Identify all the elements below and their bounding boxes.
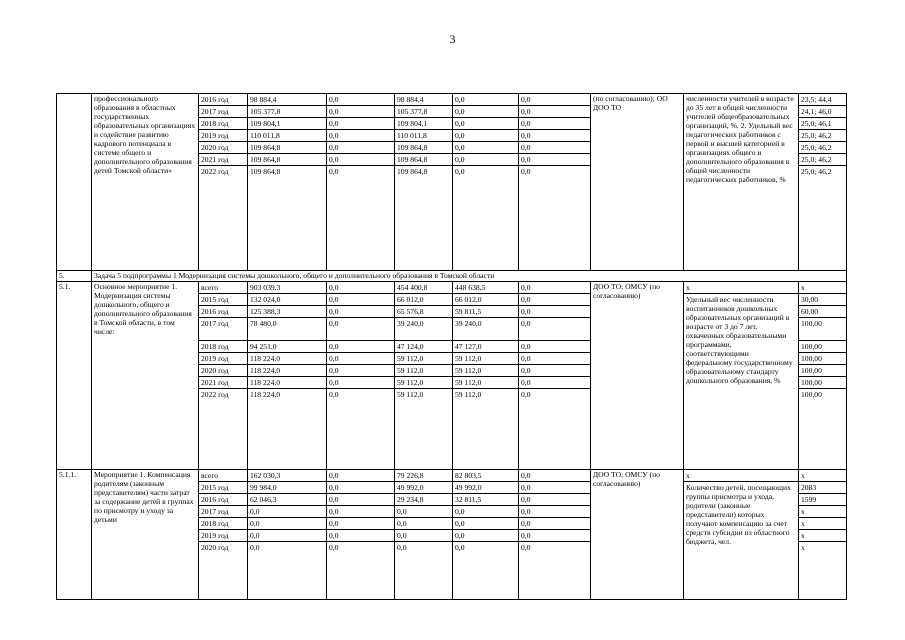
cell-value: 0,0 bbox=[519, 154, 590, 166]
cell-value: 2017 год bbox=[199, 506, 247, 518]
cell-value: 0,0 bbox=[327, 530, 394, 542]
cell-value: 0,0 bbox=[327, 282, 394, 294]
cell-value: 62 046,3 bbox=[248, 494, 326, 506]
cell-value: 0,0 bbox=[453, 94, 518, 106]
cell-value: х bbox=[799, 470, 846, 482]
regional-budget-column bbox=[395, 94, 453, 271]
cell-value: 59 112,0 bbox=[453, 377, 518, 389]
cell-value: 0,0 bbox=[327, 294, 394, 306]
cell-value: 109 864,8 bbox=[397, 167, 428, 176]
cell-value: 0,0 bbox=[327, 130, 394, 142]
cell-value: 49 992,0 bbox=[395, 482, 452, 494]
extrabudget-column bbox=[519, 282, 591, 470]
cell-value: 100,00 bbox=[799, 341, 846, 353]
cell-value: 132 024,0 bbox=[248, 294, 326, 306]
cell-value: 0,0 bbox=[521, 390, 531, 399]
cell-value: 0,0 bbox=[453, 142, 518, 154]
cell-value: всего bbox=[199, 282, 247, 294]
indicator-x-mark: х bbox=[684, 470, 798, 482]
cell-value: 448 638,5 bbox=[453, 282, 518, 294]
cell-value: 0,0 bbox=[453, 106, 518, 118]
cell-value: 39 240,0 bbox=[395, 318, 452, 341]
executor-cell: (по согласованию); ОО ДОО ТО bbox=[591, 94, 684, 271]
cell-value: 0,0 bbox=[519, 106, 590, 118]
cell-value: 0,0 bbox=[519, 294, 590, 306]
cell-value: 2015 год bbox=[199, 294, 247, 306]
cell-value: 0,0 bbox=[327, 518, 394, 530]
cell-value: 0,0 bbox=[327, 306, 394, 318]
cell-value: 0,0 bbox=[327, 494, 394, 506]
cell-value: 78 480,0 bbox=[248, 318, 326, 341]
period-column bbox=[199, 282, 248, 470]
cell-value: 0,0 bbox=[453, 154, 518, 166]
cell-value: 0,0 bbox=[519, 341, 590, 353]
indicator-cell bbox=[684, 282, 799, 470]
cell-value: 0,0 bbox=[327, 118, 394, 130]
cell-value: 118 224,0 bbox=[250, 390, 281, 399]
cell-value: 0,0 bbox=[521, 167, 531, 176]
cell-value: 0,0 bbox=[519, 318, 590, 341]
cell-value: 29 234,8 bbox=[395, 494, 452, 506]
cell-value: 2022 год bbox=[201, 167, 229, 176]
cell-value: 109 804,1 bbox=[248, 118, 326, 130]
cell-value: 1599 bbox=[799, 494, 846, 506]
cell-value: 66 012,0 bbox=[453, 294, 518, 306]
cell-value: 162 030,3 bbox=[248, 470, 326, 482]
local-budget-column bbox=[453, 94, 519, 271]
cell-value: 105 377,8 bbox=[248, 106, 326, 118]
cell-value: 2019 год bbox=[199, 530, 247, 542]
cell-value: 0,0 bbox=[453, 506, 518, 518]
extrabudget-column bbox=[519, 94, 591, 271]
cell-value: 0,0 bbox=[248, 530, 326, 542]
cell-value: 0,0 bbox=[519, 142, 590, 154]
cell-value: 0,0 bbox=[327, 341, 394, 353]
cell-value: 0,0 bbox=[453, 130, 518, 142]
row-number-cell: 5.1.1. bbox=[57, 470, 92, 600]
cell-value: 109 864,8 bbox=[248, 142, 326, 154]
cell-value: 105 377,8 bbox=[395, 106, 452, 118]
cell-value: 0,0 bbox=[395, 506, 452, 518]
cell-value: 2016 год bbox=[199, 494, 247, 506]
cell-value: 0,0 bbox=[519, 118, 590, 130]
cell-value: 0,0 bbox=[455, 167, 465, 176]
cell-value: 0,0 bbox=[329, 390, 339, 399]
cell-value: 59 112,0 bbox=[453, 365, 518, 377]
executor-cell: ДОО ТО; ОМСУ (по согласованию) bbox=[591, 282, 684, 470]
indicator-x-mark: х bbox=[684, 282, 798, 294]
cell-value: 59 112,0 bbox=[395, 377, 452, 389]
cell-value: 79 226,8 bbox=[395, 470, 452, 482]
cell-value: 454 400,8 bbox=[395, 282, 452, 294]
table-row-5-1-1 bbox=[57, 470, 847, 600]
cell-value: 23,5; 44,4 bbox=[799, 94, 846, 106]
indicator-text: Количество детей, посещающих группы присмотра и ухода, родители (законные представители) которых получают компенсацию за счет средств субсидии из областного бюджета, чел. bbox=[686, 483, 791, 546]
page-number: 3 bbox=[449, 32, 456, 46]
cell-value: 0,0 bbox=[327, 142, 394, 154]
indicator-text: Удельный вес численности воспитанников дошкольных образовательных организаций в возрасте от 3 до 7 лет, охваченных образовательными программами, соответствующими федеральному государственному образовательному стандарту дошкольного образования, % bbox=[686, 295, 793, 385]
cell-value: 0,0 bbox=[453, 518, 518, 530]
cell-value: 59 112,0 bbox=[397, 390, 424, 399]
event-name-cell: Основное мероприятие 1. Модернизация системы дошкольного, общего и дополнительного образования в Томской области, в том числе: bbox=[92, 282, 199, 470]
cell-value: 59 112,0 bbox=[395, 353, 452, 365]
cell-value: 2016 год bbox=[199, 94, 247, 106]
cell-value: 100,00 bbox=[799, 318, 846, 341]
cell-value: 47 124,0 bbox=[395, 341, 452, 353]
cell-value: 2083 bbox=[799, 482, 846, 494]
indicator-cell: численности учителей в возрасте до 35 лет в общей численности учителей общеобразовательных организаций, %. 2. Удельный вес педагогических работников с первой и высшей категорией в организациях общего и дополнительного образования в общей численности педагогических работников, % bbox=[684, 94, 799, 271]
cell-value: 118 224,0 bbox=[248, 353, 326, 365]
cell-value: 0,0 bbox=[327, 353, 394, 365]
cell-value: 0,0 bbox=[519, 130, 590, 142]
cell-value: 0,0 bbox=[519, 365, 590, 377]
cell-value: 66 012,0 bbox=[395, 294, 452, 306]
cell-value: 0,0 bbox=[453, 118, 518, 130]
cell-value: 59 811,5 bbox=[453, 306, 518, 318]
cell-value: 0,0 bbox=[519, 470, 590, 482]
extrabudget-column bbox=[519, 470, 591, 600]
cell-value: 110 011,8 bbox=[248, 130, 326, 142]
cell-value: 100,00 bbox=[799, 377, 846, 389]
cell-value: 0,0 bbox=[395, 530, 452, 542]
cell-value: 2018 год bbox=[199, 118, 247, 130]
cell-value: 109 804,1 bbox=[395, 118, 452, 130]
cell-value: х bbox=[799, 282, 846, 294]
federal-budget-column bbox=[327, 470, 395, 600]
cell-value: 2021 год bbox=[199, 154, 247, 166]
cell-value: 0,0 bbox=[453, 530, 518, 542]
cell-value: 2020 год bbox=[201, 543, 229, 552]
task-title-cell: Задача 5 подпрограммы 1 Модернизация системы дошкольного, общего и дополнительного образования в Томской области bbox=[92, 271, 847, 282]
cell-value: 59 112,0 bbox=[455, 390, 482, 399]
cell-value: 30,00 bbox=[799, 294, 846, 306]
cell-value: 109 864,8 bbox=[248, 154, 326, 166]
cell-value: 2017 год bbox=[199, 318, 247, 341]
cell-value: 0,0 bbox=[329, 167, 339, 176]
task-number-cell: 5. bbox=[57, 271, 92, 282]
cell-value: 0,0 bbox=[519, 494, 590, 506]
cell-value: 0,0 bbox=[519, 530, 590, 542]
cell-value: 118 224,0 bbox=[248, 365, 326, 377]
cell-value: 0,0 bbox=[327, 154, 394, 166]
indicator-values-column bbox=[799, 470, 847, 600]
cell-value: 2017 год bbox=[199, 106, 247, 118]
cell-value: 2018 год bbox=[199, 341, 247, 353]
cell-value: 0,0 bbox=[250, 543, 260, 552]
cell-value: 2016 год bbox=[199, 306, 247, 318]
cell-value: 0,0 bbox=[327, 318, 394, 341]
cell-value: 0,0 bbox=[519, 377, 590, 389]
cell-value: 59 112,0 bbox=[395, 365, 452, 377]
cell-value: 2020 год bbox=[199, 365, 247, 377]
cell-value: 47 127,0 bbox=[453, 341, 518, 353]
cell-value: 0,0 bbox=[248, 506, 326, 518]
event-name-cell: профессионального образования в областных государственных образовательных организациях и содействие развитию кадрового потенциала в системе общего и дополнительного образования детей Томской области» bbox=[92, 94, 199, 271]
cell-value: 99 984,0 bbox=[248, 482, 326, 494]
cell-value: 100,00 bbox=[801, 390, 822, 399]
table-row-5-1 bbox=[57, 282, 847, 470]
indicator-cell bbox=[684, 470, 799, 600]
cell-value: 0,0 bbox=[519, 94, 590, 106]
cell-value: 0,0 bbox=[519, 506, 590, 518]
cell-value: 94 251,0 bbox=[248, 341, 326, 353]
event-name-cell: Мероприятие 1. Компенсация родителям (законным представителям) части затрат за содержание детей в группах по присмотру и уходу за детьми bbox=[92, 470, 199, 600]
cell-value: 903 039,3 bbox=[248, 282, 326, 294]
regional-budget-column bbox=[395, 470, 453, 600]
cell-value: 0,0 bbox=[519, 306, 590, 318]
total-funding-column bbox=[248, 94, 327, 271]
cell-value: 0,0 bbox=[397, 543, 407, 552]
cell-value: 0,0 bbox=[327, 470, 394, 482]
table-row-task bbox=[57, 271, 847, 282]
cell-value: 0,0 bbox=[327, 106, 394, 118]
cell-value: х bbox=[799, 530, 846, 542]
indicator-values-column bbox=[799, 94, 847, 271]
executor-cell: ДОО ТО; ОМСУ (по согласованию) bbox=[591, 470, 684, 600]
cell-value: 2019 год bbox=[199, 130, 247, 142]
cell-value: 118 224,0 bbox=[248, 377, 326, 389]
cell-value: 0,0 bbox=[519, 482, 590, 494]
cell-value: 82 803,5 bbox=[453, 470, 518, 482]
cell-value: 0,0 bbox=[327, 482, 394, 494]
cell-value: 65 576,8 bbox=[395, 306, 452, 318]
cell-value: 110 011,8 bbox=[395, 130, 452, 142]
cell-value: 2020 год bbox=[199, 142, 247, 154]
federal-budget-column bbox=[327, 282, 395, 470]
cell-value: 0,0 bbox=[455, 543, 465, 552]
cell-value: 109 864,8 bbox=[395, 142, 452, 154]
cell-value: 24,1; 46,0 bbox=[799, 106, 846, 118]
cell-value: 39 240,0 bbox=[453, 318, 518, 341]
cell-value: 2018 год bbox=[199, 518, 247, 530]
cell-value: всего bbox=[199, 470, 247, 482]
cell-value: 25,0; 46,1 bbox=[799, 118, 846, 130]
cell-value: 100,00 bbox=[799, 353, 846, 365]
cell-value: 125 388,3 bbox=[248, 306, 326, 318]
cell-value: 25,0; 46,2 bbox=[799, 130, 846, 142]
federal-budget-column bbox=[327, 94, 395, 271]
cell-value: 0,0 bbox=[327, 377, 394, 389]
cell-value: 98 884,4 bbox=[248, 94, 326, 106]
cell-value: 2015 год bbox=[199, 482, 247, 494]
local-budget-column bbox=[453, 470, 519, 600]
cell-value: 2021 год bbox=[199, 377, 247, 389]
cell-value: 0,0 bbox=[521, 543, 531, 552]
regional-budget-column bbox=[395, 282, 453, 470]
indicator-values-column bbox=[799, 282, 847, 470]
cell-value: 32 811,5 bbox=[453, 494, 518, 506]
period-column bbox=[199, 94, 248, 271]
cell-value: 109 864,8 bbox=[395, 154, 452, 166]
cell-value: 100,00 bbox=[799, 365, 846, 377]
cell-value: 25,0; 46,2 bbox=[799, 154, 846, 166]
cell-value: 2022 год bbox=[201, 390, 229, 399]
cell-value: 25,0; 46,2 bbox=[801, 167, 832, 176]
program-table bbox=[56, 93, 847, 600]
cell-value: 109 864,8 bbox=[250, 167, 281, 176]
cell-value: 0,0 bbox=[329, 543, 339, 552]
cell-value: 60,00 bbox=[799, 306, 846, 318]
cell-value: 98 884,4 bbox=[395, 94, 452, 106]
cell-value: 0,0 bbox=[519, 282, 590, 294]
cell-value: 0,0 bbox=[248, 518, 326, 530]
cell-value: 0,0 bbox=[327, 506, 394, 518]
table-row-continuation bbox=[57, 94, 847, 271]
cell-value: 25,0; 46,2 bbox=[799, 142, 846, 154]
cell-value: 2019 год bbox=[199, 353, 247, 365]
cell-value: 0,0 bbox=[519, 518, 590, 530]
cell-value: 0,0 bbox=[327, 94, 394, 106]
row-number-cell bbox=[57, 94, 92, 271]
period-column bbox=[199, 470, 248, 600]
row-number-cell: 5.1. bbox=[57, 282, 92, 470]
cell-value: 0,0 bbox=[395, 518, 452, 530]
cell-value: 49 992,0 bbox=[453, 482, 518, 494]
total-funding-column bbox=[248, 470, 327, 600]
cell-value: 0,0 bbox=[327, 365, 394, 377]
cell-value: х bbox=[799, 506, 846, 518]
cell-value: х bbox=[801, 543, 805, 552]
cell-value: 59 112,0 bbox=[453, 353, 518, 365]
total-funding-column bbox=[248, 282, 327, 470]
local-budget-column bbox=[453, 282, 519, 470]
cell-value: х bbox=[799, 518, 846, 530]
cell-value: 0,0 bbox=[519, 353, 590, 365]
